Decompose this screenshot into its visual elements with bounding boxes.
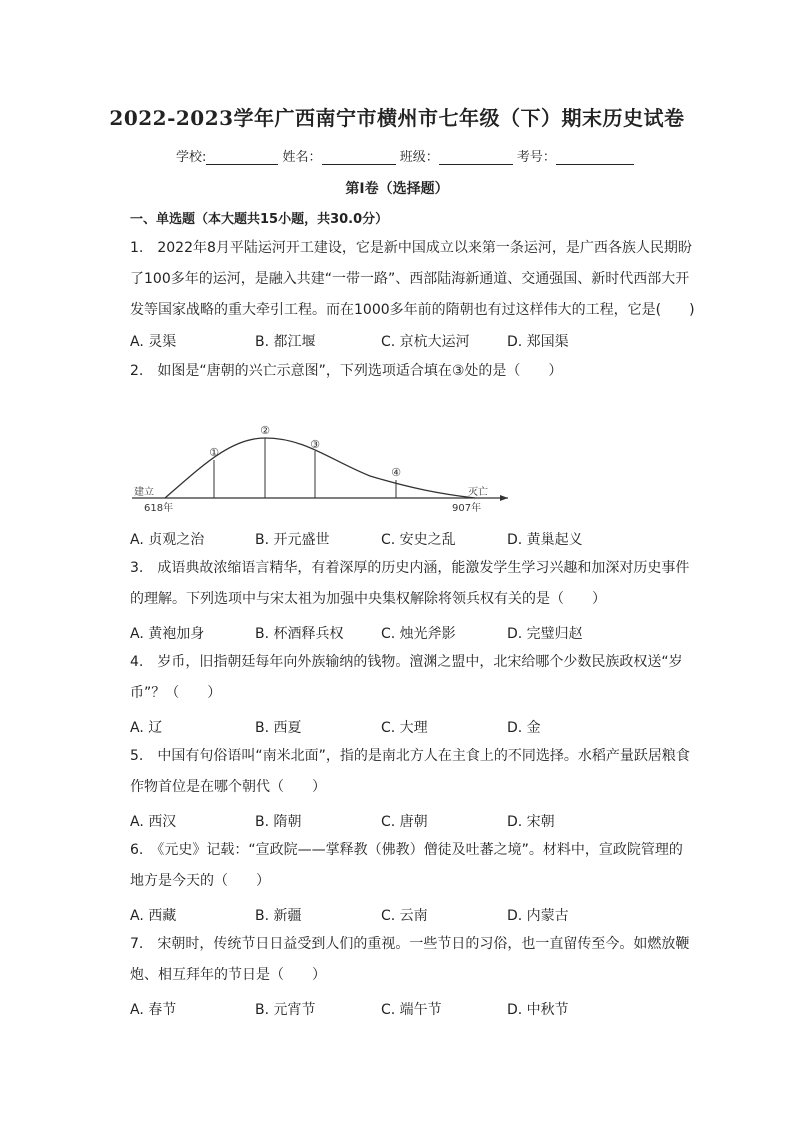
option-c: C. 安史之乱 (381, 532, 456, 548)
school-field[interactable] (206, 150, 278, 165)
question-5 (130, 741, 696, 803)
question-text: 2. 如图是“唐朝的兴亡示意图”，下列选项适合填在③处的是（ ） (130, 363, 563, 379)
option-d: D. 金 (507, 720, 541, 736)
axis-arrow (500, 495, 508, 501)
marker-4: ④ (391, 466, 401, 479)
option-b: B. 都江堰 (255, 334, 316, 350)
student-info (176, 146, 634, 165)
question-1 (130, 233, 696, 326)
question-7 (130, 929, 696, 991)
class-field[interactable] (439, 150, 513, 165)
name-label: 姓名： (282, 150, 322, 165)
option-d: D. 宋朝 (507, 814, 555, 830)
option-d: D. 中秋节 (507, 1002, 569, 1018)
option-b: B. 杯酒释兵权 (255, 626, 344, 642)
question-text: 7. 宋朝时，传统节日日益受到人们的重视。一些节日的习俗，也一直留传至今。如燃放鞭炮、相互拜年的节日是（ ） (130, 936, 690, 983)
question-2 (130, 356, 696, 387)
exam-no-label: 考号： (516, 150, 556, 165)
option-a: A. 黄袍加身 (130, 626, 205, 642)
section-title: 第Ⅰ卷（选择题） (345, 181, 449, 197)
option-a: A. 春节 (130, 1002, 177, 1018)
marker-1: ① (209, 446, 219, 459)
name-field[interactable] (322, 150, 396, 165)
option-a: A. 灵渠 (130, 334, 177, 350)
school-label: 学校: (176, 150, 207, 165)
option-a: A. 贞观之治 (130, 532, 205, 548)
question-3 (130, 553, 696, 615)
option-d: D. 内蒙古 (507, 908, 569, 924)
option-c: C. 烛光斧影 (381, 626, 456, 642)
option-d: D. 完璧归赵 (507, 626, 583, 642)
tang-rise-fall-diagram (130, 418, 510, 516)
marker-2: ② (260, 424, 270, 437)
option-c: C. 云南 (381, 908, 428, 924)
end-label: 灭亡 (468, 487, 488, 498)
option-c: C. 大理 (381, 720, 428, 736)
option-b: B. 西夏 (255, 720, 302, 736)
option-c: C. 端午节 (381, 1002, 442, 1018)
option-a: A. 西藏 (130, 908, 177, 924)
option-b: B. 隋朝 (255, 814, 302, 830)
question-text: 5. 中国有句俗语叫“南米北面”，指的是南北方人在主食上的不同选择。水稻产量跃居粮食作物首位是在哪个朝代（ ） (130, 748, 690, 795)
question-4 (130, 647, 696, 709)
question-6 (130, 835, 696, 897)
option-d: D. 黄巢起义 (507, 532, 583, 548)
start-year: 618年 (144, 503, 174, 514)
exam-no-field[interactable] (556, 150, 634, 165)
option-c: C. 唐朝 (381, 814, 428, 830)
option-d: D. 郑国渠 (507, 334, 569, 350)
question-text: 4. 岁币，旧指朝廷每年向外族输纳的钱物。澶渊之盟中，北宋给哪个少数民族政权送“岁币”？（ ） (130, 654, 683, 701)
option-b: B. 开元盛世 (255, 532, 330, 548)
option-a: A. 辽 (130, 720, 163, 736)
question-text: 3. 成语典故浓缩语言精华，有着深厚的历史内涵，能激发学生学习兴趣和加深对历史事件的理解。下列选项中与宋太祖为加强中央集权解除将领兵权有关的是（ ） (130, 560, 690, 607)
option-c: C. 京杭大运河 (381, 334, 470, 350)
option-b: B. 元宵节 (255, 1002, 316, 1018)
marker-3: ③ (310, 438, 320, 451)
option-a: A. 西汉 (130, 814, 177, 830)
class-label: 班级： (399, 150, 439, 165)
question-text: 6. 《元史》记载：“宣政院——掌释教（佛教）僧徒及吐蕃之境”。材料中，宣政院管理的地方是今天的（ ） (130, 842, 683, 889)
option-b: B. 新疆 (255, 908, 302, 924)
question-text: 1. 2022年8月平陆运河开工建设，它是新中国成立以来第一条运河，是广西各族人民期盼了100多年的运河，是融入共建“一带一路”、西部陆海新通道、交通强国、新时代西部大开发等国家战略的重大牵引工程。而在1000多年前的隋朝也有过这样伟大的工程，它是( ) (130, 240, 695, 318)
end-year: 907年 (452, 503, 482, 514)
subsection-title: 一、单选题（本大题共15小题，共30.0分） (130, 212, 389, 227)
start-label: 建立 (134, 487, 154, 498)
exam-title: 2022-2023学年广西南宁市横州市七年级（下）期末历史试卷 (109, 106, 685, 130)
